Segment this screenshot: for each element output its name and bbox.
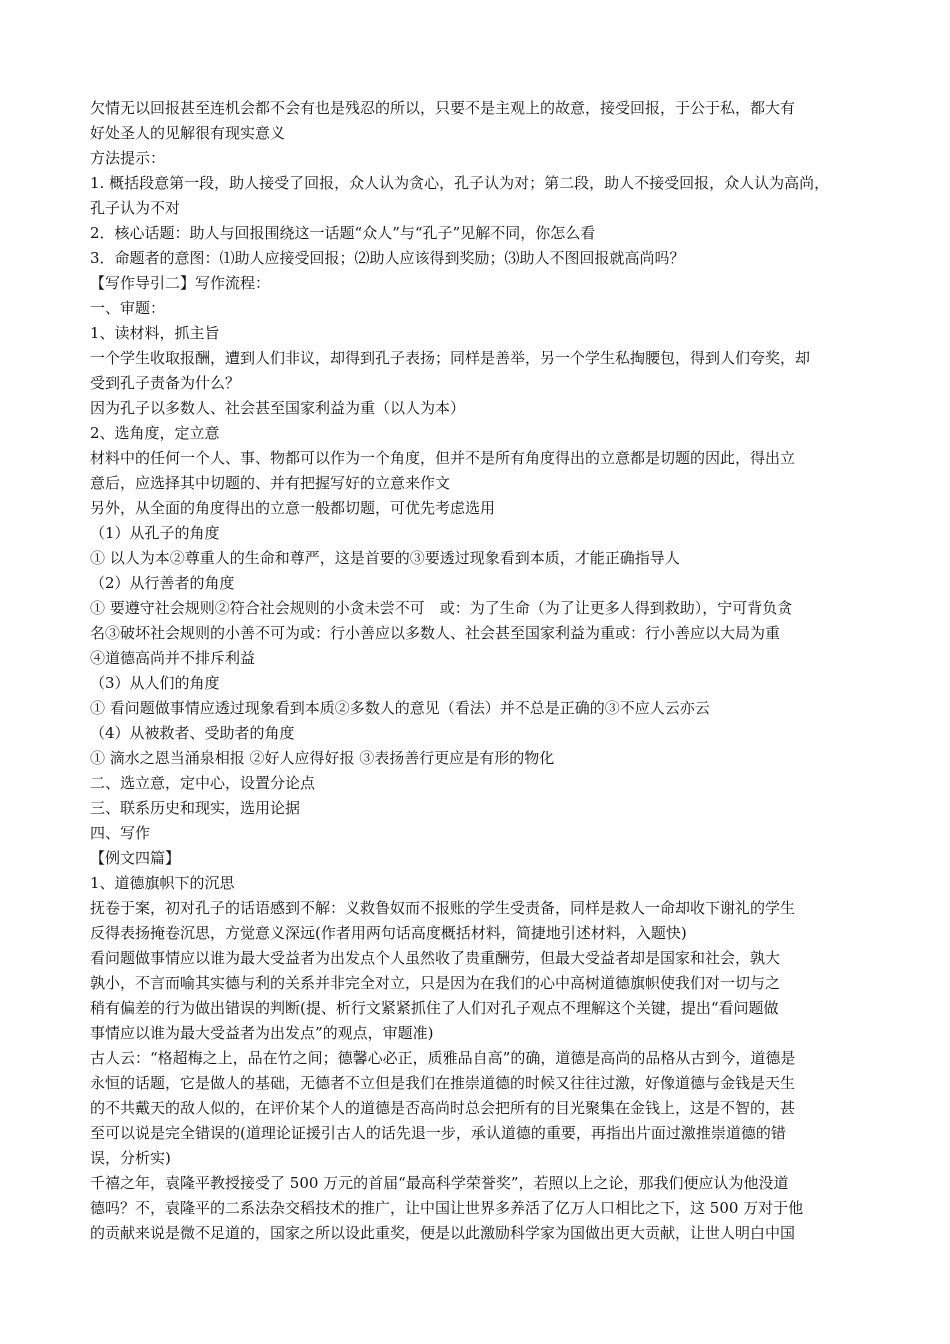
text-line: 2、选角度，定立意 [90,424,220,442]
text-line: ① 以人为本②尊重人的生命和尊严，这是首要的③要透过现象看到本质，才能正确指导人 [90,549,680,567]
text-line: 一个学生收取报酬，遭到人们非议，却得到孔子表扬；同样是善举，另一个学生私掏腰包，得到人们夸奖，却 [90,349,811,367]
text-line: 一、审题： [90,299,166,317]
text-line: 千禧之年，袁隆平教授接受了 500 万元的首届“最高科学荣誉奖”，若照以上之论，那我们便应认为他没道 [90,1174,789,1192]
text-line: 永恒的话题，它是做人的基础，无德者不立但是我们在推崇道德的时候又往往过激，好像道德与金钱是天生 [90,1074,796,1092]
text-line: 古人云：“格超梅之上，品在竹之间；德馨心必正，质雅品自高”的确，道德是高尚的品格从古到今，道德是 [90,1049,796,1067]
section-heading: 【例文四篇】 [90,849,181,867]
text-line: 因为孔子以多数人、社会甚至国家利益为重（以人为本） [90,399,466,417]
text-line: 方法提示： [90,149,166,167]
text-line: 三、联系历史和现实，选用论据 [90,799,301,817]
text-line: ① 滴水之恩当涌泉相报 ②好人应得好报 ③表扬善行更应是有形的物化 [90,749,555,767]
text-line: （3）从人们的角度 [90,674,220,692]
text-line: 至可以说是完全错误的(道理论证援引古人的话先退一步，承认道德的重要，再指出片面过激推崇道德的错 [90,1124,786,1142]
text-line: 二、选立意，定中心，设置分论点 [90,774,316,792]
text-line: （2）从行善者的角度 [90,574,235,592]
text-line: 四、写作 [90,824,151,842]
essay-title: 1、道德旗帜下的沉思 [90,874,235,892]
text-line: 材料中的任何一个人、事、物都可以作为一个角度，但并不是所有角度得出的立意都是切题的因此，得出立 [90,449,796,467]
text-line: 欠情无以回报甚至连机会都不会有也是残忍的所以，只要不是主观上的故意，接受回报，于公于私，都大有 [90,99,796,117]
text-line: 名③破坏社会规则的小善不可为或：行小善应以多数人、社会甚至国家利益为重或：行小善应以大局为重 [90,624,781,642]
text-line: ① 要遵守社会规则②符合社会规则的小贪未尝不可 或：为了生命（为了让更多人得到救助），宁可背负贪 [90,599,793,617]
text-line: 1. 概括段意第一段，助人接受了回报，众人认为贪心，孔子认为对；第二段，助人不接受回报，众人认为高尚， [90,174,830,192]
text-line: 意后，应选择其中切题的、并有把握写好的立意来作文 [90,474,451,492]
text-line: 的贡献来说是微不足道的，国家之所以设此重奖，便是以此激励科学家为国做出更大贡献，让世人明白中国 [90,1224,796,1242]
text-line: 3．命题者的意图：⑴助人应接受回报；⑵助人应该得到奖励；⑶助人不图回报就高尚吗？ [90,249,685,267]
text-line: 受到孔子责备为什么？ [90,374,241,392]
text-line: 好处圣人的见解很有现实意义 [90,124,286,142]
text-line: 看问题做事情应以谁为最大受益者为出发点个人虽然收了贵重酬劳，但最大受益者却是国家和社会，孰大 [90,949,781,967]
text-line: 反得表扬掩卷沉思，方觉意义深远(作者用两句话高度概括材料，简捷地引述材料，入题快) [90,924,687,942]
text-line: ① 看问题做事情应透过现象看到本质②多数人的意见（看法）并不总是正确的③不应人云亦云 [90,699,710,717]
text-line: 1、读材料，抓主旨 [90,324,220,342]
text-line: （1）从孔子的角度 [90,524,220,542]
text-line: 抚卷于案，初对孔子的话语感到不解：义救鲁奴而不报账的学生受责备，同样是救人一命却收下谢礼的学生 [90,899,796,917]
text-line: 2．核心话题：助人与回报围绕这一话题“众人”与“孔子”见解不同，你怎么看 [90,224,596,242]
text-line: 另外，从全面的角度得出的立意一般都切题，可优先考虑选用 [90,499,496,517]
text-line: 稍有偏差的行为做出错误的判断(提、析行文紧紧抓住了人们对孔子观点不理解这个关键，提出“看问题做 [90,999,779,1017]
text-line: 孔子认为不对 [90,199,181,217]
document-body [90,96,870,1246]
text-line: 误，分析实) [90,1149,171,1167]
text-line: 孰小，不言而喻其实德与利的关系并非完全对立，只是因为在我们的心中高树道德旗帜使我们对一切与之 [90,974,781,992]
text-line: 德吗？不，袁隆平的二系法杂交稻技术的推广，让中国让世界多养活了亿万人口相比之下，这 500 万对于他 [90,1199,804,1217]
text-line: 的不共戴天的敌人似的，在评价某个人的道德是否高尚时总会把所有的目光聚集在金钱上，这是不智的，甚 [90,1099,796,1117]
section-heading: 【写作导引二】写作流程： [90,274,271,292]
text-line: 事情应以谁为最大受益者为出发点”的观点，审题准) [90,1024,434,1042]
text-line: （4）从被救者、受助者的角度 [90,724,295,742]
text-line: ④道德高尚并不排斥利益 [90,649,256,667]
